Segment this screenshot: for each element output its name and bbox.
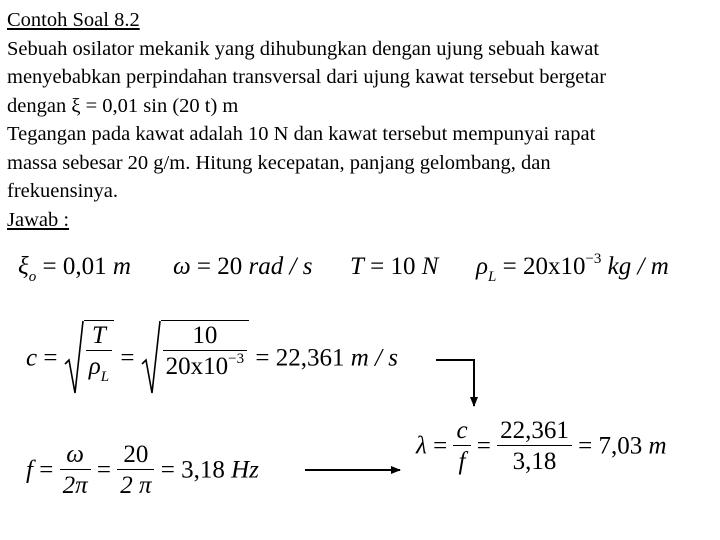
rho-symbol: ρ: [476, 253, 488, 280]
frequency-unit: Hz: [231, 456, 259, 484]
fraction-denominator: 2π: [62, 472, 88, 499]
exponent: −3: [228, 351, 245, 367]
velocity-lhs: c: [26, 344, 38, 372]
equals-sign: =: [39, 456, 54, 484]
equals-sign: =: [43, 344, 58, 372]
rho-unit: kg / m: [607, 253, 669, 280]
problem-line: massa sebesar 20 g/m. Hitung kecepatan, panjang gelombang, dan: [7, 151, 551, 174]
fraction-numerator: 10: [163, 323, 247, 351]
equals-sign: =: [476, 432, 491, 460]
fraction-numerator: 22,361: [497, 418, 572, 446]
fraction-denominator: 2 π: [120, 472, 152, 499]
equals-sign: =: [120, 344, 135, 372]
wavelength-unit: m: [648, 432, 667, 460]
wavelength-result: = 7,03: [578, 432, 643, 460]
fraction-numerator: ω: [60, 442, 91, 470]
rho-exponent: −3: [585, 251, 602, 267]
rho-subscript: L: [100, 369, 110, 385]
velocity-unit: m / s: [350, 344, 398, 372]
tension-value: = 10: [370, 253, 416, 280]
problem-title: Contoh Soal 8.2: [7, 9, 140, 31]
fraction-numerator: 20: [117, 442, 154, 470]
omega-value: = 20: [196, 253, 243, 280]
velocity-result: = 22,361: [255, 344, 345, 372]
wavelength-lhs: λ: [416, 432, 427, 460]
rho-value: = 20x10: [502, 253, 586, 280]
fraction-numerator: c: [453, 418, 470, 446]
xi-value: = 0,01: [42, 253, 107, 280]
tension-symbol: T: [350, 253, 364, 280]
problem-line: menyebabkan perpindahan transversal dari ujung kawat tersebut bergetar: [7, 66, 607, 88]
problem-line: dengan ξ = 0,01 sin (20 t) m: [7, 94, 239, 117]
answer-label: Jawab :: [7, 208, 70, 231]
tension-unit: N: [421, 253, 439, 280]
arrow-velocity-to-wavelength: [436, 360, 474, 406]
fraction-denominator: 20x10: [165, 353, 229, 380]
xi-symbol: ξ: [18, 253, 29, 280]
problem-line: frekuensinya.: [7, 180, 118, 202]
omega-unit: rad / s: [248, 253, 313, 280]
equals-sign: =: [96, 456, 111, 484]
fraction-denominator: f: [458, 448, 466, 475]
fraction-denominator: ρ: [88, 353, 101, 380]
xi-subscript: o: [28, 269, 37, 285]
rho-subscript: L: [488, 269, 497, 285]
frequency-result: = 3,18: [160, 456, 225, 484]
problem-line: Tegangan pada kawat adalah 10 N dan kawat tersebut mempunyai rapat: [7, 123, 596, 145]
problem-line: Sebuah osilator mekanik yang dihubungkan dengan ujung sebuah kawat: [7, 37, 600, 60]
frequency-lhs: f: [26, 456, 33, 484]
omega-symbol: ω: [173, 253, 191, 280]
fraction-denominator: 3,18: [512, 448, 557, 475]
fraction-numerator: T: [86, 323, 112, 351]
xi-unit: m: [112, 253, 131, 280]
equals-sign: =: [433, 432, 448, 460]
